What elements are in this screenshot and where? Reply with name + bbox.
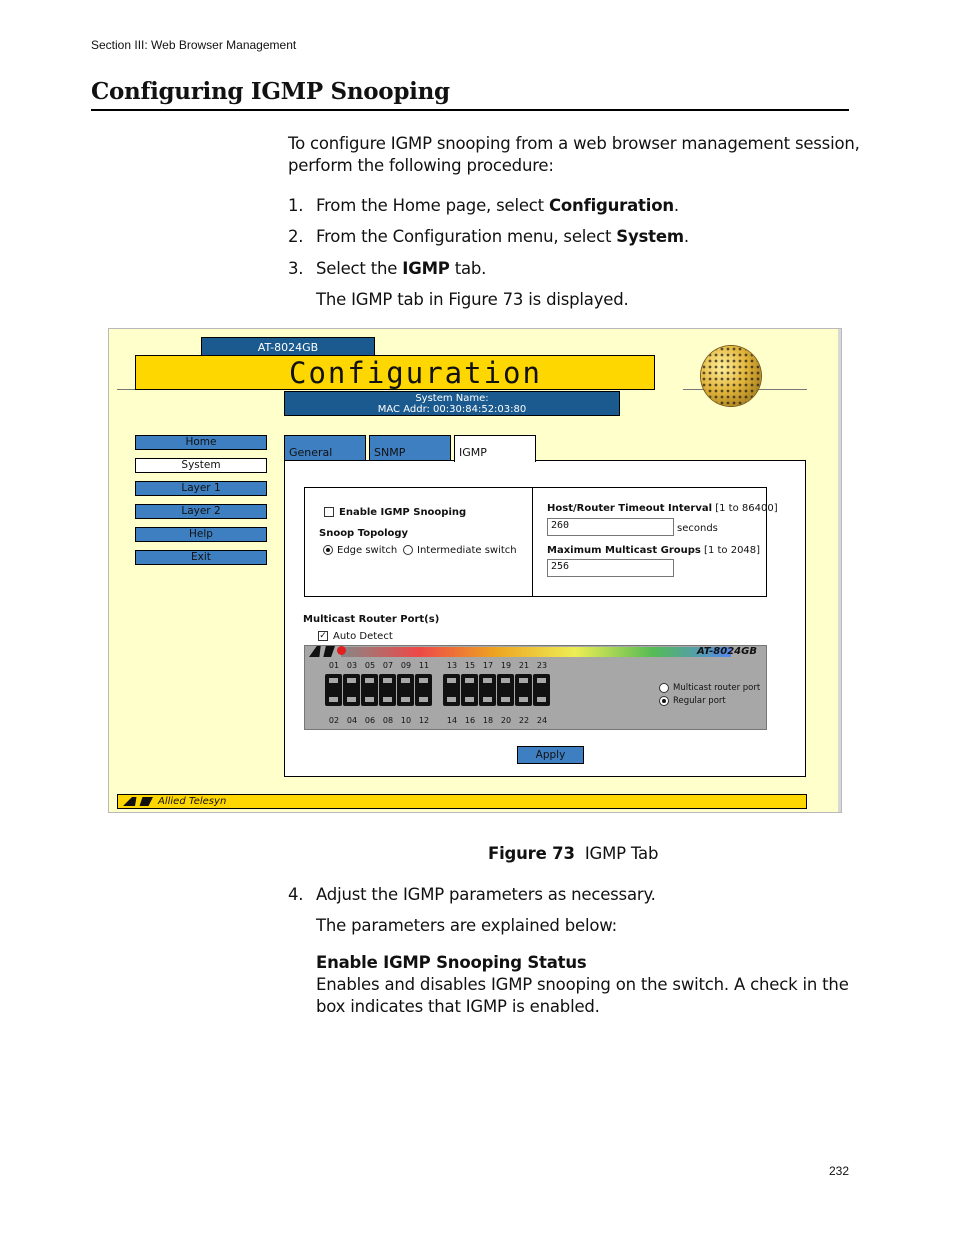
legend-router-radio [659,683,669,693]
step-4-block [288,884,848,1024]
caption-text: IGMP Tab [584,844,659,863]
page-title: Configuring IGMP Snooping [91,78,450,105]
step-punct: tab. [449,259,487,278]
switch-port[interactable] [325,674,342,706]
max-groups-range: [1 to 2048] [704,545,761,556]
port-number-bottom: 14 [446,716,458,725]
port-number-bottom: 18 [482,716,494,725]
switch-port[interactable] [461,674,478,706]
timeout-input[interactable]: 260 [547,518,674,536]
model-tab: AT-8024GB [201,337,375,356]
port-number-bottom: 24 [536,716,548,725]
port-number-bottom: 16 [464,716,476,725]
step-bold: System [616,227,684,246]
port-number-top: 01 [328,661,340,670]
nav-system-button[interactable]: System [135,458,267,473]
switch-port[interactable] [343,674,360,706]
switch-port[interactable] [515,674,532,706]
port-number-bottom: 06 [364,716,376,725]
port-number-top: 07 [382,661,394,670]
port-number-top: 23 [536,661,548,670]
tab-general[interactable]: General [284,435,366,461]
param-desc-line-1: Enables and disables IGMP snooping on the switch. A check in the [316,975,849,994]
nav-exit-button[interactable]: Exit [135,550,267,565]
color-stripe [341,647,731,657]
port-number-top: 19 [500,661,512,670]
switch-port[interactable] [479,674,496,706]
seconds-label: seconds [677,523,718,534]
enable-igmp-checkbox[interactable] [324,507,334,517]
system-name-label: System Name: [415,393,489,404]
step-number: 2. [288,227,304,246]
figure-caption [488,843,658,865]
enable-igmp-label: Enable IGMP Snooping [339,507,467,518]
step-number: 1. [288,196,304,215]
step-punct: . [683,227,689,246]
legend-regular-radio [659,696,669,706]
param-desc-line-2: box indicates that IGMP is enabled. [316,997,600,1016]
switch-port[interactable] [397,674,414,706]
mac-address-label: MAC Addr: 00:30:84:52:03:80 [377,404,527,415]
tab-snmp[interactable]: SNMP [369,435,451,461]
intermediate-switch-label: Intermediate switch [417,545,517,556]
nav-help-button[interactable]: Help [135,527,267,542]
footer-brand: Allied Telesyn [158,796,227,807]
param-heading: Enable IGMP Snooping Status [316,953,587,972]
switch-port[interactable] [415,674,432,706]
switch-faceplate [304,645,767,730]
edge-switch-label: Edge switch [337,545,398,556]
configuration-banner [135,355,655,390]
router-ports-label: Multicast Router Port(s) [303,614,440,625]
port-number-top: 11 [418,661,430,670]
param-description [316,974,849,1018]
step-text: Select the [316,259,403,278]
banner-line-left [117,389,135,390]
scrollbar[interactable] [838,329,841,812]
port-number-top: 15 [464,661,476,670]
step-text: From the Home page, select [316,196,549,215]
auto-detect-label: Auto Detect [333,631,393,642]
max-groups-label: Maximum Multicast Groups [547,545,701,556]
switch-port[interactable] [497,674,514,706]
legend-regular-label: Regular port [673,696,726,706]
step-number: 4. [288,885,304,904]
port-number-bottom: 10 [400,716,412,725]
timeout-label-row [547,503,778,514]
port-number-top: 03 [346,661,358,670]
page-number: 232 [829,1164,850,1178]
step-punct: . [673,196,679,215]
port-number-bottom: 04 [346,716,358,725]
section-header: Section III: Web Browser Management [91,38,297,52]
step-4-note: The parameters are explained below: [316,916,617,935]
step-3-note: The IGMP tab in Figure 73 is displayed. [316,290,629,309]
nav-layer1-button[interactable]: Layer 1 [135,481,267,496]
port-number-top: 17 [482,661,494,670]
intro-line-1: To configure IGMP snooping from a web browser management session, [288,134,860,153]
port-number-bottom: 02 [328,716,340,725]
port-number-top: 13 [446,661,458,670]
step-4-text: Adjust the IGMP parameters as necessary. [316,885,656,904]
port-number-bottom: 12 [418,716,430,725]
step-text: From the Configuration menu, select [316,227,617,246]
step-bold: Configuration [549,196,674,215]
options-divider [532,487,533,597]
switch-port[interactable] [533,674,550,706]
timeout-label: Host/Router Timeout Interval [547,503,713,514]
switch-model-label: AT-8024GB [697,646,757,657]
globe-logo-icon [701,346,761,406]
configuration-title: Configuration [289,356,542,390]
tab-igmp[interactable]: IGMP [454,435,536,462]
igmp-tab-screenshot [108,328,842,813]
port-number-bottom: 08 [382,716,394,725]
max-groups-input[interactable]: 256 [547,559,674,577]
footer-bar [117,794,807,809]
caption-label: Figure 73 [488,844,575,863]
nav-layer2-button[interactable]: Layer 2 [135,504,267,519]
nav-home-button[interactable]: Home [135,435,267,450]
timeout-range: [1 to 86400] [715,503,778,514]
allied-telesyn-logo-icon [309,646,335,657]
title-rule [91,109,849,111]
intermediate-switch-radio[interactable] [403,545,413,555]
red-dot-icon [337,646,346,655]
port-number-top: 05 [364,661,376,670]
switch-port[interactable] [443,674,460,706]
max-groups-label-row [547,545,760,556]
step-bold: IGMP [402,259,450,278]
port-number-bottom: 22 [518,716,530,725]
auto-detect-checkbox[interactable]: ✓ [319,631,327,641]
snoop-topology-label: Snoop Topology [319,528,409,539]
port-number-top: 21 [518,661,530,670]
intro-line-2: perform the following procedure: [288,156,554,175]
switch-port[interactable] [379,674,396,706]
switch-port[interactable] [361,674,378,706]
apply-button[interactable]: Apply [517,746,584,764]
step-number: 3. [288,259,304,278]
steps-list [288,195,848,315]
intro-paragraph [288,133,860,177]
edge-switch-radio[interactable] [323,545,333,555]
legend-router-label: Multicast router port [673,683,761,693]
port-number-top: 09 [400,661,412,670]
system-info-box [284,391,620,416]
port-number-bottom: 20 [500,716,512,725]
